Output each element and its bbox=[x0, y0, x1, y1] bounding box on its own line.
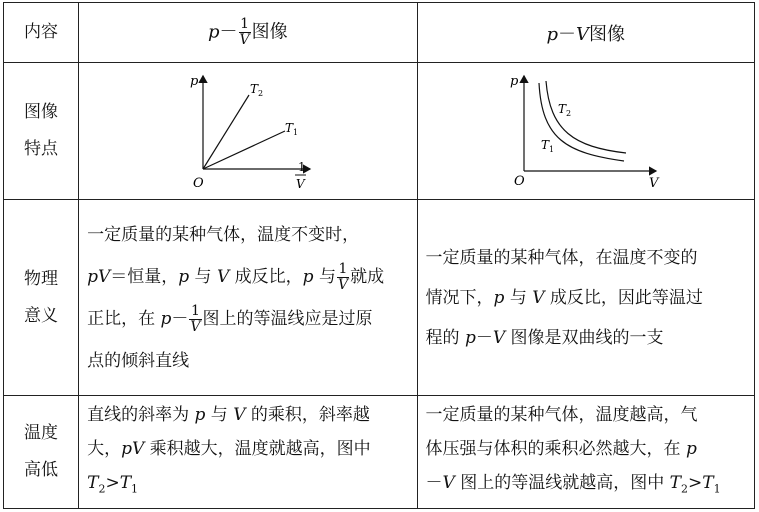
text-segment: 体压强与体积的乘积必然越大，在 bbox=[425, 438, 686, 459]
text-segment: 程的 bbox=[425, 327, 465, 348]
axis-label-fraction-num: 1 bbox=[297, 160, 306, 174]
text-t: T bbox=[87, 472, 99, 493]
fraction-denominator: V bbox=[337, 276, 349, 293]
physical-meaning-label-line1: 物理 bbox=[24, 268, 59, 289]
fraction-numerator: 1 bbox=[338, 260, 348, 277]
inline-fraction bbox=[337, 262, 349, 293]
pv-inverse-header-fraction bbox=[239, 17, 251, 48]
curve-label-t2: T bbox=[249, 82, 258, 96]
axis-label-p: p bbox=[189, 74, 199, 89]
meaning-right-line1: 一定质量的某种气体，在温度不变的 bbox=[425, 247, 698, 268]
text-gt: > bbox=[105, 472, 120, 493]
comparison-table bbox=[3, 2, 755, 509]
curve-label-t1-sub: 1 bbox=[292, 128, 298, 137]
pv-header-suffix: 图像 bbox=[589, 23, 626, 45]
text-segment: 成反比， bbox=[229, 266, 303, 287]
text-pv: pV bbox=[121, 438, 145, 459]
fraction-numerator: 1 bbox=[240, 16, 250, 32]
meaning-left-line4: 点的倾斜直线 bbox=[87, 350, 190, 371]
subscript: 1 bbox=[131, 482, 139, 496]
pv-inverse-header-suffix: 图像 bbox=[251, 21, 288, 43]
axis-label-v: V bbox=[648, 176, 659, 191]
temperature-label-line1: 温度 bbox=[24, 423, 59, 443]
pv-temperature-cell bbox=[417, 396, 754, 509]
meaning-right-line2 bbox=[426, 278, 746, 318]
text-segment: 直线的斜率为 bbox=[87, 404, 195, 425]
text-segment: 与 bbox=[313, 266, 336, 287]
temperature-row bbox=[4, 396, 755, 509]
text-t: T bbox=[702, 472, 714, 493]
subscript: 2 bbox=[98, 482, 106, 496]
curve-label-t2-sub: 2 bbox=[565, 109, 571, 118]
text-v: V bbox=[492, 327, 506, 348]
subscript: 2 bbox=[680, 482, 688, 496]
axis-label-p: p bbox=[509, 74, 519, 89]
temp-right-line1: 一定质量的某种气体，温度越高，气 bbox=[425, 404, 698, 425]
pv-header-p: p bbox=[546, 23, 559, 45]
curve-label-t1-sub: 1 bbox=[548, 145, 554, 154]
inline-fraction bbox=[189, 304, 201, 335]
temperature-label-line2: 高低 bbox=[24, 460, 59, 480]
curve-label-t1: T bbox=[540, 138, 549, 152]
physical-meaning-row bbox=[4, 200, 755, 396]
text-p: p bbox=[178, 266, 190, 287]
origin-label: O bbox=[192, 176, 204, 191]
text-p: p bbox=[464, 327, 476, 348]
text-segment: ＝恒量， bbox=[110, 266, 179, 287]
pv-inverse-meaning-cell bbox=[79, 200, 417, 396]
text-dash: － bbox=[425, 472, 443, 493]
text-segment: 就成 bbox=[350, 266, 385, 287]
fraction-denominator: V bbox=[239, 32, 250, 48]
curve-label-t1: T bbox=[284, 121, 293, 135]
curve-label-t2-sub: 2 bbox=[257, 89, 263, 98]
content-header-cell bbox=[4, 3, 79, 63]
image-features-label-cell bbox=[4, 63, 79, 200]
text-v: V bbox=[216, 266, 230, 287]
pv-header-dash: － bbox=[558, 23, 577, 45]
pv-header-v: V bbox=[576, 23, 590, 45]
text-p: p bbox=[194, 404, 206, 425]
pv-graph-cell bbox=[417, 63, 754, 200]
meaning-left-line1: 一定质量的某种气体，温度不变时， bbox=[87, 224, 360, 245]
meaning-left-line3 bbox=[87, 298, 408, 340]
text-v: V bbox=[442, 472, 455, 493]
physical-meaning-label-cell bbox=[4, 200, 79, 396]
text-segment: 图上的等温线就越高，图中 bbox=[454, 472, 670, 493]
image-features-row bbox=[4, 63, 755, 200]
pv-meaning-cell bbox=[417, 200, 754, 396]
text-segment: 与 bbox=[189, 266, 217, 287]
text-p: p bbox=[493, 287, 505, 308]
header-row bbox=[4, 3, 755, 63]
pv-graph bbox=[506, 69, 666, 193]
temp-right-line2 bbox=[426, 432, 746, 466]
text-segment: 图像是双曲线的一支 bbox=[505, 327, 664, 348]
axis-label-fraction-den: V bbox=[295, 177, 305, 191]
subscript: 1 bbox=[713, 482, 721, 496]
physical-meaning-label-line2: 意义 bbox=[24, 305, 59, 326]
pv-inverse-header-p: p bbox=[207, 21, 220, 43]
text-segment: 成反比，因此等温过 bbox=[544, 287, 703, 308]
text-segment: 乘积越大，温度就越高，图中 bbox=[144, 438, 371, 459]
temperature-label-cell bbox=[4, 396, 79, 509]
curve-label-t2: T bbox=[557, 102, 566, 116]
fraction-denominator: V bbox=[190, 318, 201, 335]
text-p: p bbox=[160, 308, 172, 329]
isotherm-t2-curve bbox=[546, 81, 626, 153]
pv-inverse-graph bbox=[173, 69, 323, 193]
pv-inverse-graph-cell bbox=[79, 63, 417, 200]
meaning-right-line3 bbox=[426, 318, 746, 358]
image-features-label-line2: 特点 bbox=[24, 139, 59, 159]
text-dash: － bbox=[475, 327, 493, 348]
temp-right-line3 bbox=[426, 466, 746, 506]
content-header-label: 内容 bbox=[24, 22, 59, 42]
text-v: V bbox=[233, 404, 246, 425]
text-dash: － bbox=[171, 308, 189, 329]
text-segment: 大， bbox=[87, 438, 122, 459]
text-v: V bbox=[532, 287, 545, 308]
temp-left-line1 bbox=[87, 398, 408, 432]
text-segment: 的乘积，斜率越 bbox=[245, 404, 370, 425]
image-features-label-line1: 图像 bbox=[24, 102, 59, 122]
text-p: p bbox=[685, 438, 697, 459]
temp-left-line2 bbox=[87, 432, 408, 466]
text-t: T bbox=[119, 472, 132, 493]
text-p: p bbox=[302, 266, 314, 287]
fraction-numerator: 1 bbox=[190, 302, 200, 319]
pv-header-cell bbox=[417, 3, 754, 63]
text-segment: 与 bbox=[205, 404, 234, 425]
text-pv: pV bbox=[87, 266, 111, 287]
meaning-left-line2 bbox=[87, 256, 408, 298]
text-segment: 正比，在 bbox=[87, 308, 161, 329]
pv-inverse-header-cell bbox=[79, 3, 417, 63]
text-segment: 图上的等温线应是过原 bbox=[202, 308, 373, 329]
temp-left-line3 bbox=[87, 466, 408, 506]
origin-label: O bbox=[513, 174, 525, 189]
text-gt: > bbox=[687, 472, 703, 493]
text-segment: 情况下， bbox=[425, 287, 494, 308]
text-segment: 与 bbox=[504, 287, 533, 308]
pv-inverse-header-dash: － bbox=[219, 21, 238, 43]
pv-inverse-temperature-cell bbox=[79, 396, 417, 509]
text-t: T bbox=[669, 472, 681, 493]
